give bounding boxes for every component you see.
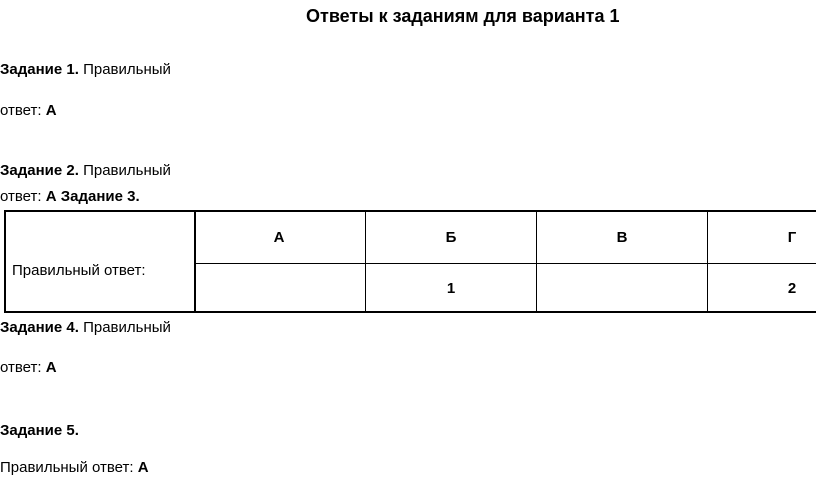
table-divider [707, 212, 708, 311]
table-divider [194, 212, 196, 311]
table-header-cell: А [273, 229, 285, 246]
task-3-answer-table [4, 210, 816, 313]
task-5-answer-prefix: Правильный ответ: [0, 459, 134, 476]
task-1-line-2 [0, 103, 57, 118]
task-4-answer: А [45, 359, 57, 376]
page-title: Ответы к заданиям для варианта 1 [306, 6, 620, 26]
task-2-label: Задание 2. [0, 162, 79, 179]
task-3-label: Задание 3. [60, 188, 140, 205]
table-header-cell: Б [445, 229, 457, 246]
task-2-line-2 [0, 189, 140, 204]
task-5-line-2 [0, 460, 149, 475]
table-header-cell: В [616, 229, 628, 246]
task-2-text: Правильный [83, 162, 171, 179]
task-5-line-1 [0, 423, 79, 438]
task-4-label: Задание 4. [0, 319, 79, 336]
task-4-line-2 [0, 360, 57, 375]
table-divider [365, 212, 366, 311]
task-4-line-1 [0, 320, 171, 335]
task-5-label: Задание 5. [0, 422, 79, 439]
table-header-cell: Г [787, 229, 797, 246]
task-1-line-1 [0, 62, 171, 77]
table-row-label: Правильный ответ: [12, 262, 146, 279]
task-1-answer: А [45, 102, 57, 119]
task-1-text: Правильный [83, 61, 171, 78]
task-4-text: Правильный [83, 319, 171, 336]
task-5-answer: А [137, 459, 149, 476]
table-answer-cell: 2 [787, 280, 797, 297]
table-divider [536, 212, 537, 311]
table-answer-cell: 1 [446, 280, 456, 297]
task-1-label: Задание 1. [0, 61, 79, 78]
task-2-answer-prefix: ответ: [0, 188, 42, 205]
task-1-answer-prefix: ответ: [0, 102, 42, 119]
task-2-answer: А [45, 188, 57, 205]
table-row-divider [195, 263, 816, 264]
task-4-answer-prefix: ответ: [0, 359, 42, 376]
task-2-line-1 [0, 163, 171, 178]
